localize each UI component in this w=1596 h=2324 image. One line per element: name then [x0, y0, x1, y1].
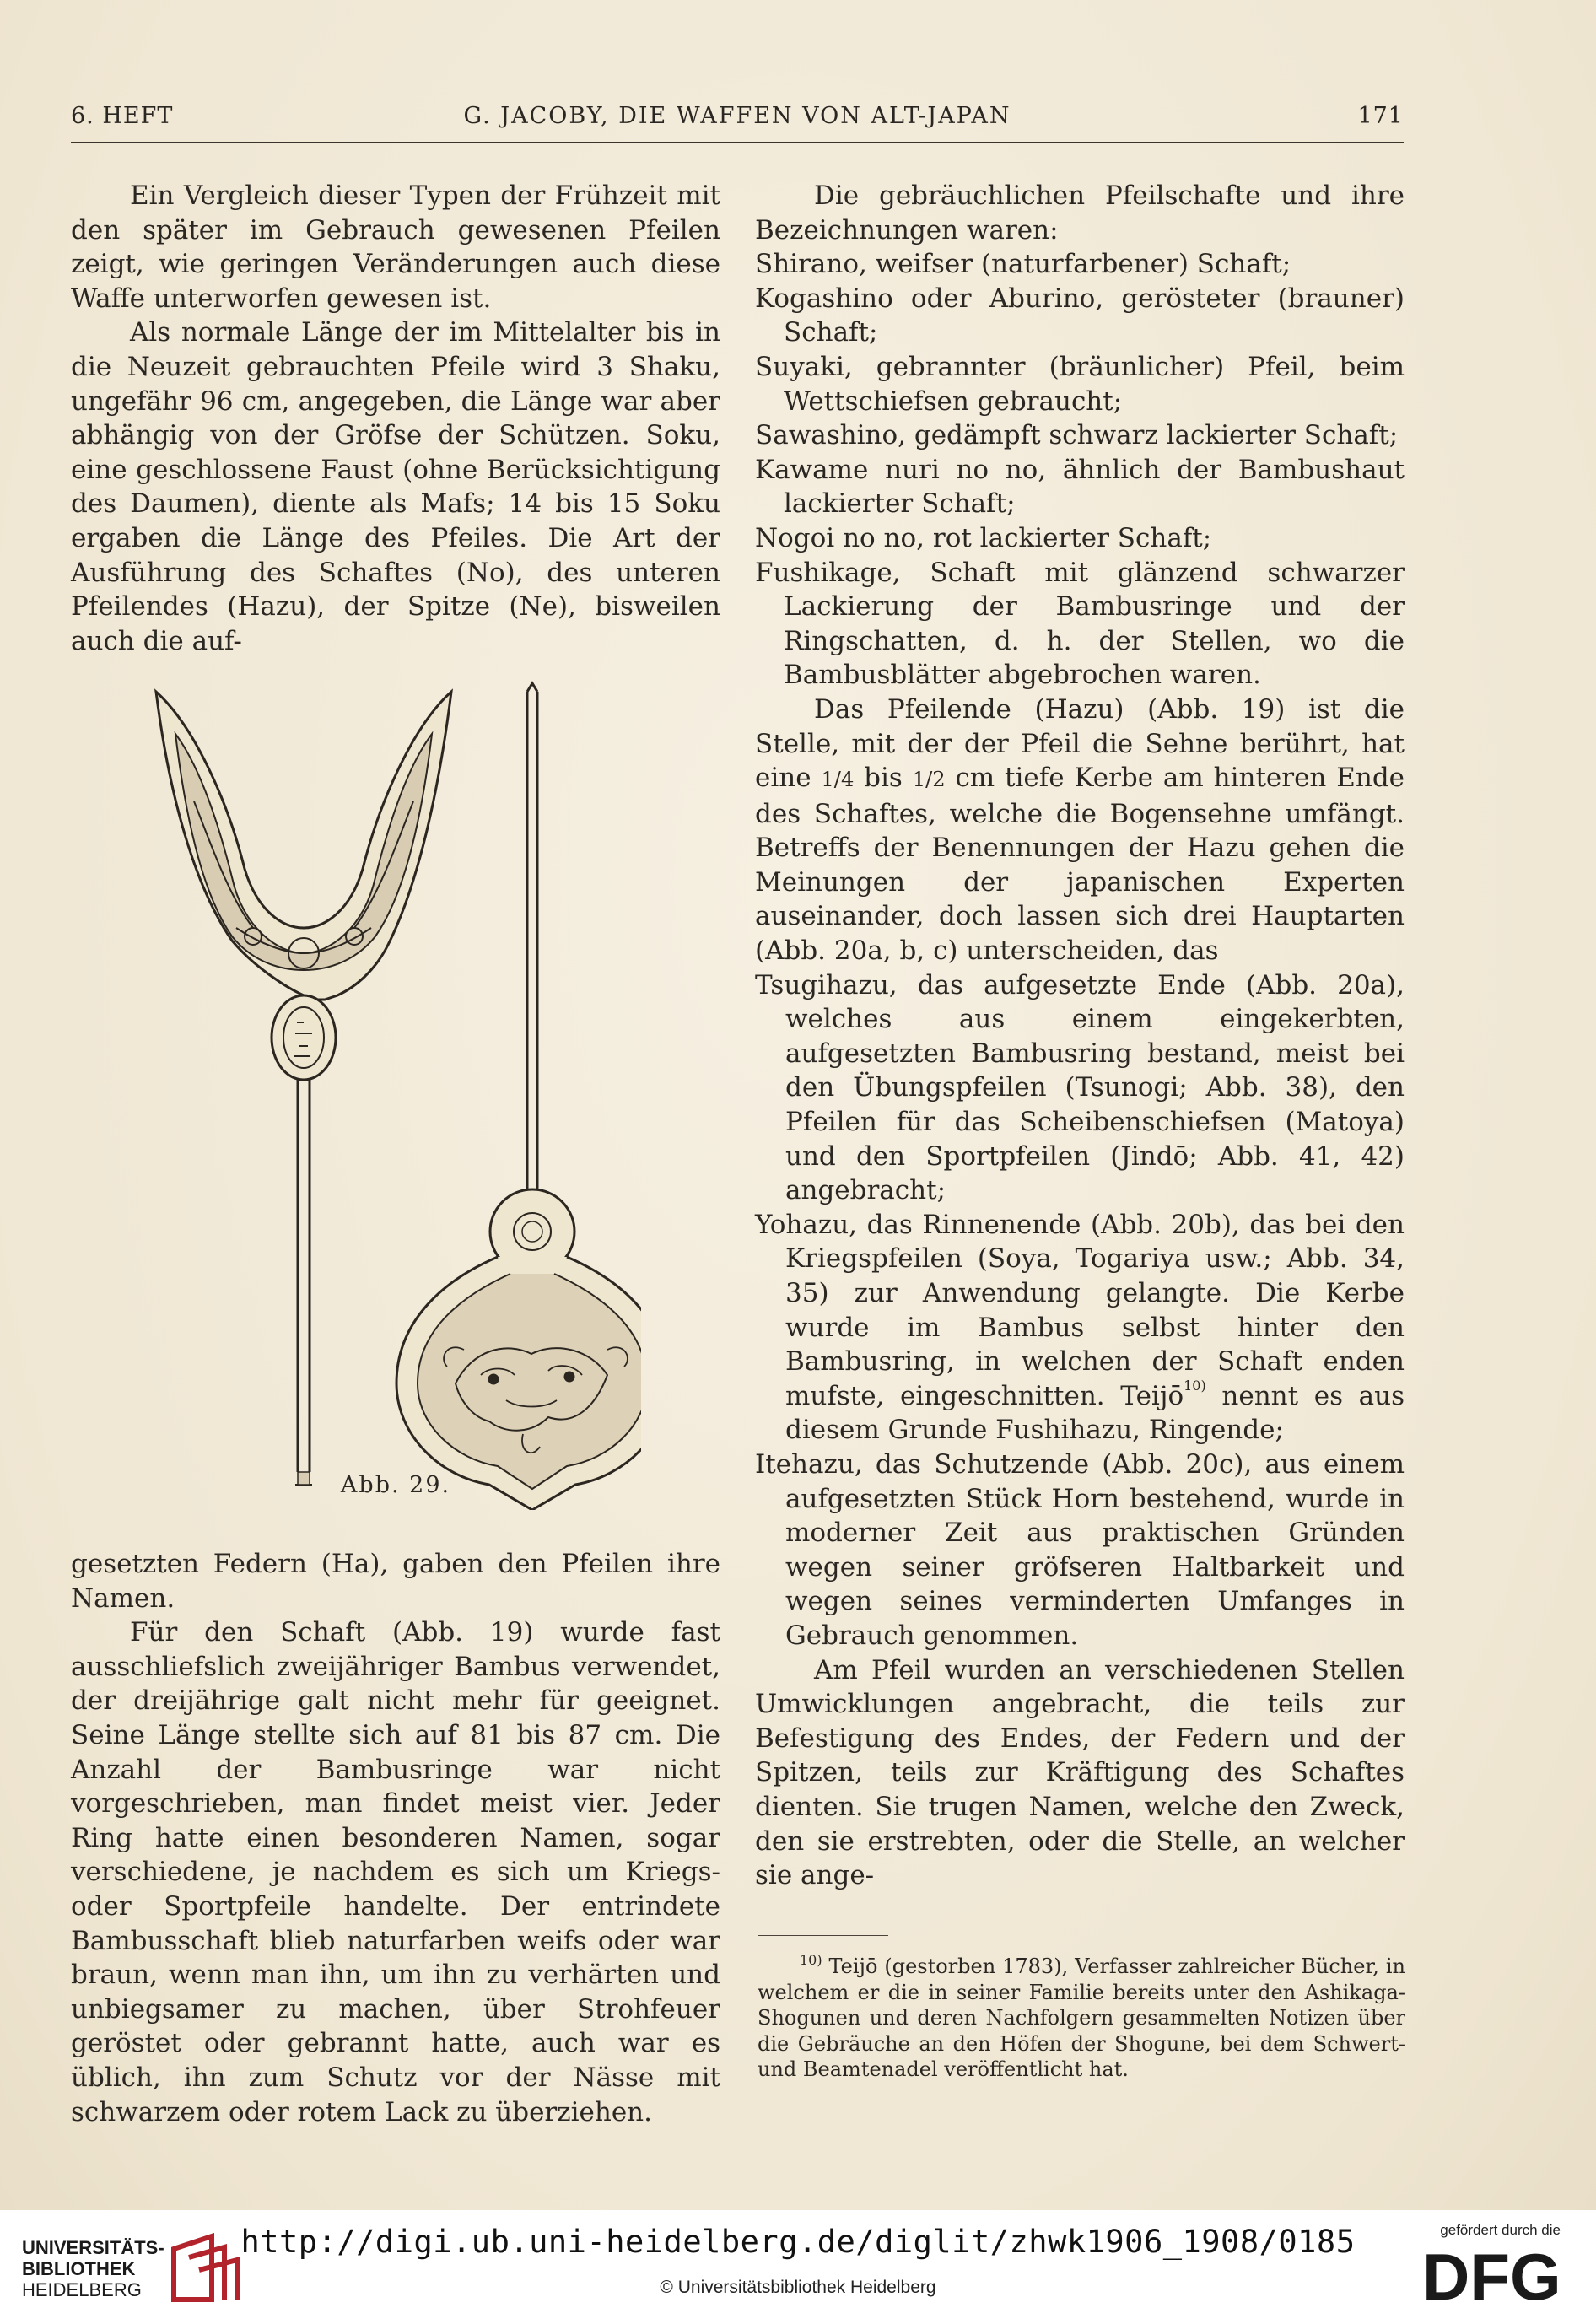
library-line: HEIDELBERG	[22, 2279, 142, 2300]
paragraph: Die gebräuchlichen Pfeilschafte und ihre Bezeichnungen waren:	[755, 181, 1405, 245]
fraction: 1/2	[912, 768, 946, 792]
paragraph: Am Pfeil wurden an verschiedenen Stellen Umwicklungen angebracht, die teils zur Befestigung des Endes, der Federn und der Spitzen, teils zur Kräftigung des Schaftes dienten. Sie trugen Namen, welche den Zweck, den sie erstrebten, oder die Stelle, an welcher sie ange-	[755, 1654, 1405, 1891]
footnote-rule	[758, 1935, 888, 1936]
running-header	[71, 103, 1404, 137]
footnote-mark: 10)	[800, 1952, 822, 1968]
arrowhead-illustration	[135, 675, 641, 1510]
text-run: Das Pfeilende (Hazu) (Abb. 19) ist die Stelle, mit der der Pfeil die Sehne berührt, hat eine	[755, 693, 1405, 794]
list-item: Shirano, weifser (naturfarbener) Schaft;	[755, 249, 1291, 280]
paragraph: Für den Schaft (Abb. 19) wurde fast ausschliefslich zweijähriger Bambus verwendet, der dreijährige galt nicht mehr für geeignet. Seine Länge stellte sich auf 81 bis 87 cm. Die Anzahl der Bambusringe war nicht vorgeschrieben, man findet meist vier. Jeder Ring hatte einen besonderen Namen, sogar verschiedene, je nachdem es sich um Kriegs- oder Sportpfeile handelte. Der entrindete Bambusschaft blieb naturfarben weifs oder war braun, wenn man ihn, um ihn zu verhärten und unbiegsamer zu machen, über Strohfeuer geröstet oder gebrannt hatte, auch war es üblich, ihn zum Schutz vor der Nässe mit schwarzem oder rotem Lack zu überziehen.	[71, 1617, 720, 2127]
text-run: Yohazu, das Rinnenende (Abb. 20b), das bei den Kriegspfeilen (Soya, Togariya usw.; Abb. 34, 35) zur Anwendung gelangte. Die Kerbe wurde im Bambus selbst hinter den Bambusring, in welchen der Schaft enden mufste, eingeschnitten. Teijō	[755, 1209, 1405, 1411]
paragraph	[755, 693, 1405, 968]
list-item	[755, 1208, 1405, 1448]
header-rule	[71, 142, 1404, 143]
header-title: G. JACOBY, DIE WAFFEN VON ALT-JAPAN	[463, 103, 1011, 129]
left-column-bottom	[71, 1547, 720, 2129]
page-url-link[interactable]: http://digi.ub.uni-heidelberg.de/diglit/zhwk1906_1908/0185	[240, 2224, 1356, 2260]
library-footer-bar	[0, 2210, 1596, 2324]
text-run: nennt es aus diesem Grunde Fushihazu, Ringende;	[785, 1380, 1405, 1446]
footnote-text: Teijō (gestorben 1783), Verfasser zahlreicher Bücher, in welchem er die in seiner Familie bereits unter den Ashikaga-Shogunen und deren Nachfolgern gesammelten Notizen über die Gebräuche an den Höfen der Shogune, bei dem Schwert- und Beamtenadel veröffentlicht hat.	[758, 1955, 1405, 2081]
footnote	[758, 1954, 1405, 2083]
header-issue: 6. HEFT	[71, 103, 174, 129]
right-column	[755, 179, 1405, 1893]
list-item: Nogoi no no, rot lackierter Schaft;	[755, 522, 1212, 553]
paragraph: Als normale Länge der im Mittelalter bis in die Neuzeit gebrauchten Pfeile wird 3 Shaku, ungefähr 96 cm, angegeben, die Länge war aber abhängig von der Gröfse der Schützen. Soku, eine geschlossene Faust (ohne Berücksichtigung des Daumen), diente als Mafs; 14 bis 15 Soku ergaben die Länge des Pfeiles. Die Art der Ausführung des Schaftes (No), des unteren Pfeilendes (Hazu), der Spitze (Ne), bisweilen auch die auf-	[71, 317, 720, 656]
list-item: Fushikage, Schaft mit glänzend schwarzer Lackierung der Bambusringe und der Ringschatten, d. h. der Stellen, wo die Bambusblätter abgebrochen waren.	[755, 557, 1405, 691]
list-item: Suyaki, gebrannter (bräunlicher) Pfeil, beim Wettschiefsen gebraucht;	[755, 351, 1405, 417]
paragraph: gesetzten Federn (Ha), gaben den Pfeilen ihre Namen.	[71, 1549, 720, 1614]
figure-caption: Abb. 29.	[340, 1472, 451, 1498]
paragraph: Ein Vergleich dieser Typen der Frühzeit mit den später im Gebrauch gewesenen Pfeilen zeigt, wie geringen Veränderungen auch diese Waffe unterworfen gewesen ist.	[71, 181, 720, 314]
text-run: bis	[864, 763, 903, 794]
library-line: BIBLIOTHEK	[22, 2258, 136, 2279]
list-item: Kawame nuri no no, ähnlich der Bambushaut lackierter Schaft;	[755, 454, 1405, 520]
list-item: Tsugihazu, das aufgesetzte Ende (Abb. 20a), welches aus einem eingekerbten, aufgesetzten Bambusring bestand, meist bei den Übungspfeilen (Tsunogi; Abb. 38), den Pfeilen für das Scheibenschiefsen (Matoya) und den Sportpfeilen (Jindō; Abb. 41, 42) angebracht;	[755, 969, 1405, 1206]
dfg-logo-text: DFG	[1422, 2244, 1561, 2306]
shaft-list	[755, 247, 1405, 693]
page-number: 171	[1357, 103, 1404, 129]
funding-label: gefördert durch die	[1440, 2222, 1561, 2238]
list-item: Itehazu, das Schutzende (Abb. 20c), aus einem aufgesetzten Stück Horn bestehend, wurde in moderner Zeit aus praktischen Gründen wegen seiner gröfseren Haltbarkeit und wegen seines verminderten Umfanges in Gebrauch genommen.	[755, 1448, 1405, 1651]
list-item: Sawashino, gedämpft schwarz lackierter Schaft;	[755, 420, 1399, 451]
footnote-ref[interactable]: 10)	[1184, 1377, 1206, 1394]
dfg-logo[interactable]	[1422, 2244, 1574, 2306]
copyright-notice: © Universitätsbibliothek Heidelberg	[660, 2278, 936, 2297]
fraction: 1/4	[821, 768, 855, 792]
list-item: Kogashino oder Aburino, gerösteter (brauner) Schaft;	[755, 283, 1405, 348]
text-run: cm tiefe Kerbe am hinteren Ende des Schaftes, welche die Bogensehne umfängt. Betreffs der Benennungen der Hazu gehen die Meinungen der japanischen Experten auseinander, doch lassen sich drei Hauptarten (Abb. 20a, b, c) unterscheiden, das	[755, 763, 1405, 967]
hazu-type-list	[755, 968, 1405, 1653]
left-column-top	[71, 179, 720, 658]
library-line: UNIVERSITÄTS-	[22, 2237, 164, 2258]
